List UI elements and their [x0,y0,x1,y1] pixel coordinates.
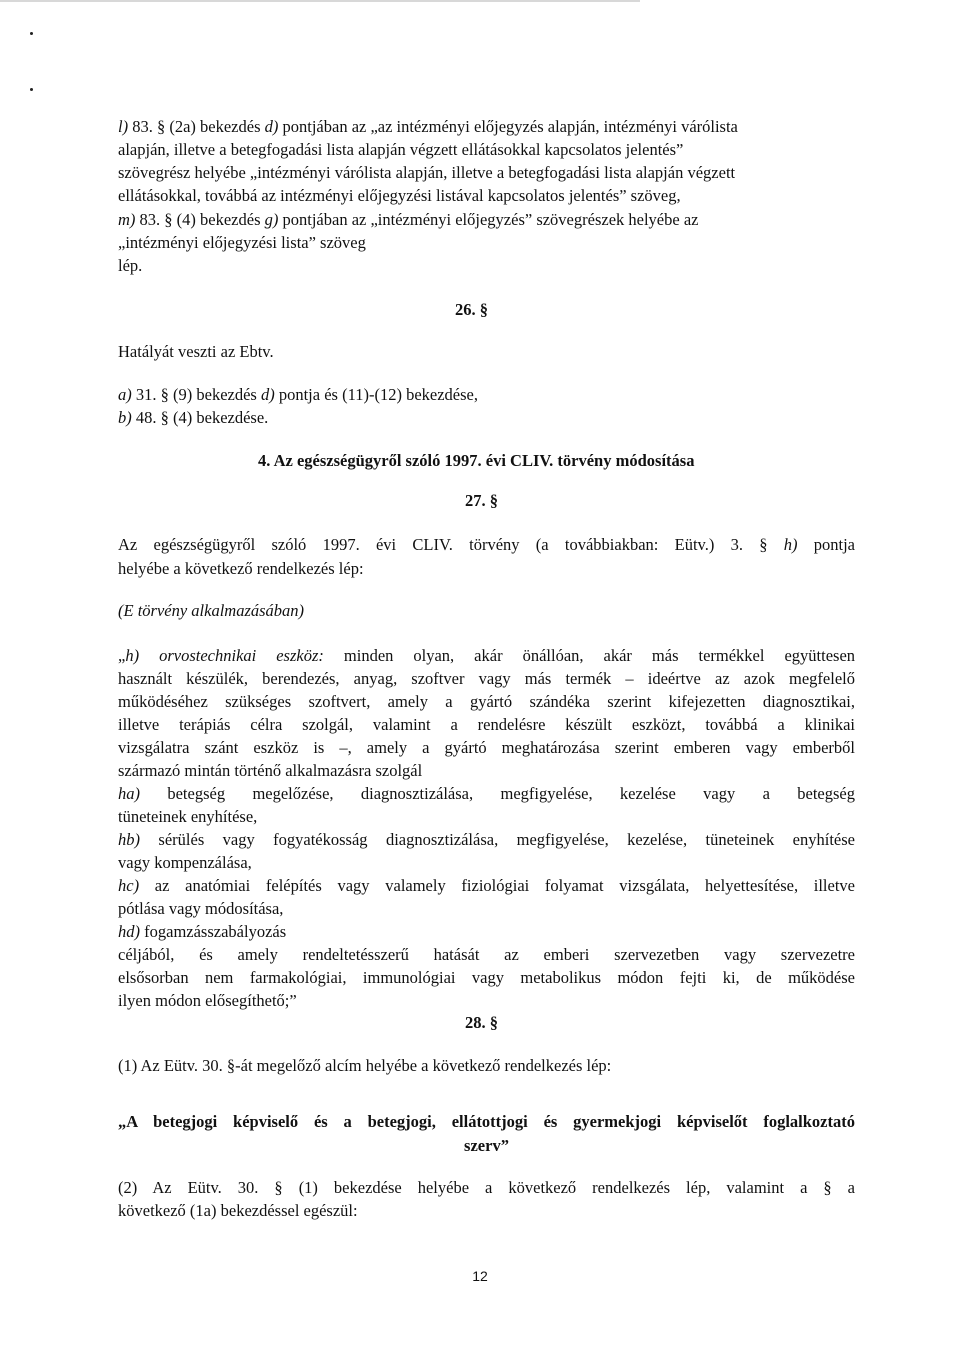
subtitle-bold: szerv” [464,1136,509,1155]
text: 48. § (4) bekezdése. [135,408,269,427]
item-marker: g) [264,210,279,229]
text: sérülés vagy fogyatékosság diagnosztizálása, megfigyelése, kezelése, tüneteinek enyhítése [158,830,855,849]
subitem-hc [118,876,855,896]
text: pontja és (11)-(12) bekezdése, [278,385,478,404]
item-marker: l) [118,117,129,136]
item-marker: h) [783,535,798,554]
text: Az egészségügyről szóló 1997. évi CLIV. törvény (a továbbiakban: Eütv.) 3. § [118,535,768,554]
definition-line [118,646,855,666]
para-m-line: „intézményi előjegyzési lista” szöveg [118,233,366,252]
page-number: 12 [472,1268,488,1284]
para-l-line: alapján, illetve a betegfogadási lista alapján végzett ellátásokkal kapcsolatos jelentés” [118,140,684,159]
subtitle-bold: „A betegjogi képviselő és a betegjogi, ellátottjogi és gyermekjogi képviselőt foglalkoztató [118,1112,855,1131]
repeal-item-b [118,408,855,428]
text: orvostechnikai eszköz: [159,646,324,665]
repeal-item-a [118,385,855,405]
text: pontja [813,535,856,554]
item-marker: h) [125,646,140,665]
scan-speck [30,88,33,91]
definition-line: illetve terápiás célra szolgál, valamint a rendelésre készült eszközt, továbbá a klinikai [118,715,855,734]
body-line: helyébe a következő rendelkezés lép: [118,559,364,578]
text: 31. § (9) bekezdés [135,385,257,404]
para-m-line: lép. [118,256,143,275]
definition-line: vizsgálatra szánt eszköz is –, amely a gyártó meghatározása szerint emberen vagy emberből [118,738,855,757]
italic-note [118,601,855,621]
closing-line: céljából, és amely rendeltetésszerű hatását az emberi szervezetben vagy szervezetre [118,945,855,964]
para-l-line: ellátásokkal, továbbá az intézményi előjegyzési listával kapcsolatos jelentés” szöveg, [118,186,681,205]
para-l-line [118,117,855,137]
text: 83. § (4) bekezdés [139,210,261,229]
text: 83. § (2a) bekezdés [132,117,261,136]
text: fogamzásszabályozás [144,922,287,941]
item-marker: hb) [118,830,140,849]
paragraph-2: (2) Az Eütv. 30. § (1) bekezdése helyébe a következő rendelkezés lép, valamint a § a [118,1178,855,1197]
closing-line: ilyen módon elősegíthető;” [118,991,297,1010]
text: pontjában az „intézményi előjegyzés” szövegrészek helyébe az [282,210,699,229]
item-marker: m) [118,210,136,229]
definition-line: működéséhez szükséges szoftvert, amely a gyártó szándéka szerint kifejezetten diagnosztikai, [118,692,855,711]
section-26-heading: 26. § [455,300,488,319]
section-28-heading: 28. § [465,1013,498,1032]
chapter-4-heading: 4. Az egészségügyről szóló 1997. évi CLIV. törvény módosítása [258,451,695,470]
body-line [118,535,855,555]
scan-speck [30,32,33,35]
definition-line: használt készülék, berendezés, anyag, szoftver vagy más termék – ideértve az azok megfelelő [118,669,855,688]
paragraph-1: (1) Az Eütv. 30. §-át megelőző alcím helyébe a következő rendelkezés lép: [118,1056,612,1075]
item-marker: b) [118,408,132,427]
subitem-ha [118,784,855,804]
text: betegség megelőzése, diagnosztizálása, megfigyelése, kezelése vagy a betegség [167,784,855,803]
subitem-ha: tüneteinek enyhítése, [118,807,258,826]
item-marker: hd) [118,922,140,941]
scan-top-rule [0,0,640,2]
subitem-hd [118,922,855,942]
para-m-line [118,210,855,230]
item-marker: d) [260,385,275,404]
closing-line: elsősorban nem farmakológiai, immunológiai vagy metabolikus módon fejti ki, de működése [118,968,855,987]
definition-line: származó mintán történő alkalmazásra szolgál [118,761,423,780]
paragraph-2: következő (1a) bekezdéssel egészül: [118,1201,358,1220]
text: az anatómiai felépítés vagy valamely fiziológiai folyamat vizsgálata, helyettesítése, illetve [154,876,855,895]
text: „ [118,646,126,665]
subitem-hc: pótlása vagy módosítása, [118,899,284,918]
item-marker: a) [118,385,132,404]
item-marker: ha) [118,784,140,803]
text: (E törvény alkalmazásában) [118,601,305,620]
section-27-heading: 27. § [465,491,498,510]
text: pontjában az „az intézményi előjegyzés alapján, intézményi várólista [282,117,738,136]
subitem-hb [118,830,855,850]
text: minden olyan, akár önállóan, akár más termékkel együttesen [343,646,856,665]
item-marker: d) [264,117,279,136]
repeal-intro: Hatályát veszti az Ebtv. [118,342,274,361]
subitem-hb: vagy kompenzálása, [118,853,252,872]
para-l-line: szövegrész helyébe „intézményi várólista alapján, illetve a betegfogadási lista alapján végzett [118,163,736,182]
item-marker: hc) [118,876,140,895]
